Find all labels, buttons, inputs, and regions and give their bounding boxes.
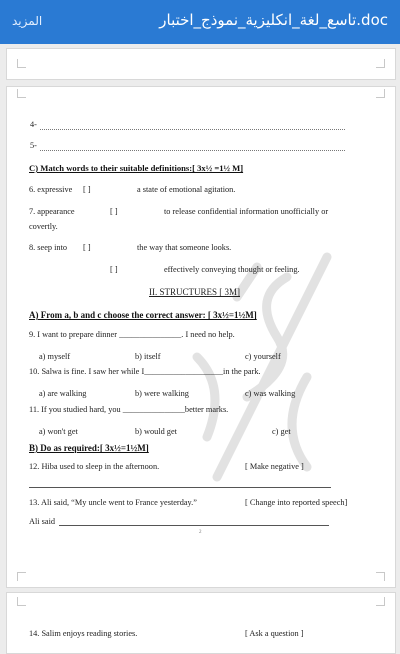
page-2[interactable] <box>6 86 396 588</box>
page-1 <box>6 48 396 80</box>
top-bar <box>0 0 400 44</box>
margin-mark <box>17 597 26 606</box>
section-c-heading: C) Match words to their suitable definitions:[ 3x½ =1½ M] <box>29 163 244 173</box>
answer-line <box>40 129 345 130</box>
q11-option-b: b) would get <box>135 427 177 436</box>
match-word-7: 7. appearance <box>29 207 75 216</box>
question-13: 13. Ali said, “My uncle went to France yesterday.” <box>29 498 197 507</box>
match-def-6: a state of emotional agitation. <box>137 185 236 194</box>
q10-option-a: a) are walking <box>39 389 87 398</box>
match-def-8: the way that someone looks. <box>137 243 232 252</box>
more-button[interactable]: المزيد <box>12 14 43 28</box>
part-ii-heading: II. STRUCTURES [ 3M] <box>149 287 241 297</box>
page-3[interactable] <box>6 592 396 654</box>
section-a-heading: A) From a, b and c choose the correct answer: [ 3x½=1½M] <box>29 310 257 320</box>
margin-mark <box>17 89 26 98</box>
answer-line <box>40 150 345 151</box>
match-bracket: [ ] <box>110 207 118 216</box>
question-11: 11. If you studied hard, you _______________better marks. <box>29 405 229 414</box>
margin-mark <box>376 89 385 98</box>
match-word-8: 8. seep into <box>29 243 68 252</box>
q10-option-b: b) were walking <box>135 389 189 398</box>
q12-task: [ Make negative ] <box>245 462 304 471</box>
q14-task: [ Ask a question ] <box>245 629 304 638</box>
q9-option-a: a) myself <box>39 352 71 361</box>
question-10: 10. Salwa is fine. I saw her while I___________________in the park. <box>29 367 261 376</box>
match-bracket: [ ] <box>83 185 91 194</box>
match-bracket: [ ] <box>110 265 118 274</box>
q13-answer-label: Ali said <box>29 517 56 526</box>
margin-mark <box>17 572 26 581</box>
match-def-7-cont: covertly. <box>29 222 58 231</box>
match-word-6: 6. expressive <box>29 185 73 194</box>
margin-mark <box>376 572 385 581</box>
question-14: 14. Salim enjoys reading stories. <box>29 629 138 638</box>
document-title: تاسع_لغة_انكليزية_نموذج_اختبار.doc <box>159 11 388 29</box>
q9-option-b: b) itself <box>135 352 161 361</box>
q11-option-c: c) get <box>272 427 291 436</box>
item-4: 4- <box>30 120 37 129</box>
page-number: 2 <box>199 530 202 535</box>
q9-option-c: c) yourself <box>245 352 281 361</box>
q11-option-a: a) won't get <box>39 427 78 436</box>
question-9: 9. I want to prepare dinner _______________. I need no help. <box>29 330 235 339</box>
margin-mark <box>376 597 385 606</box>
section-b-heading: B) Do as required:[ 3x½=1½M] <box>29 443 149 453</box>
margin-mark <box>17 59 26 68</box>
question-12: 12. Hiba used to sleep in the afternoon. <box>29 462 160 471</box>
answer-line <box>29 487 331 488</box>
item-5: 5- <box>30 141 37 150</box>
match-def-7: to release confidential information unofficially or <box>164 207 329 216</box>
match-def-9: effectively conveying thought or feeling. <box>164 265 300 274</box>
margin-mark <box>376 59 385 68</box>
q10-option-c: c) was walking <box>245 389 296 398</box>
answer-line <box>59 525 329 526</box>
match-bracket: [ ] <box>83 243 91 252</box>
q13-task: [ Change into reported speech] <box>245 498 348 507</box>
